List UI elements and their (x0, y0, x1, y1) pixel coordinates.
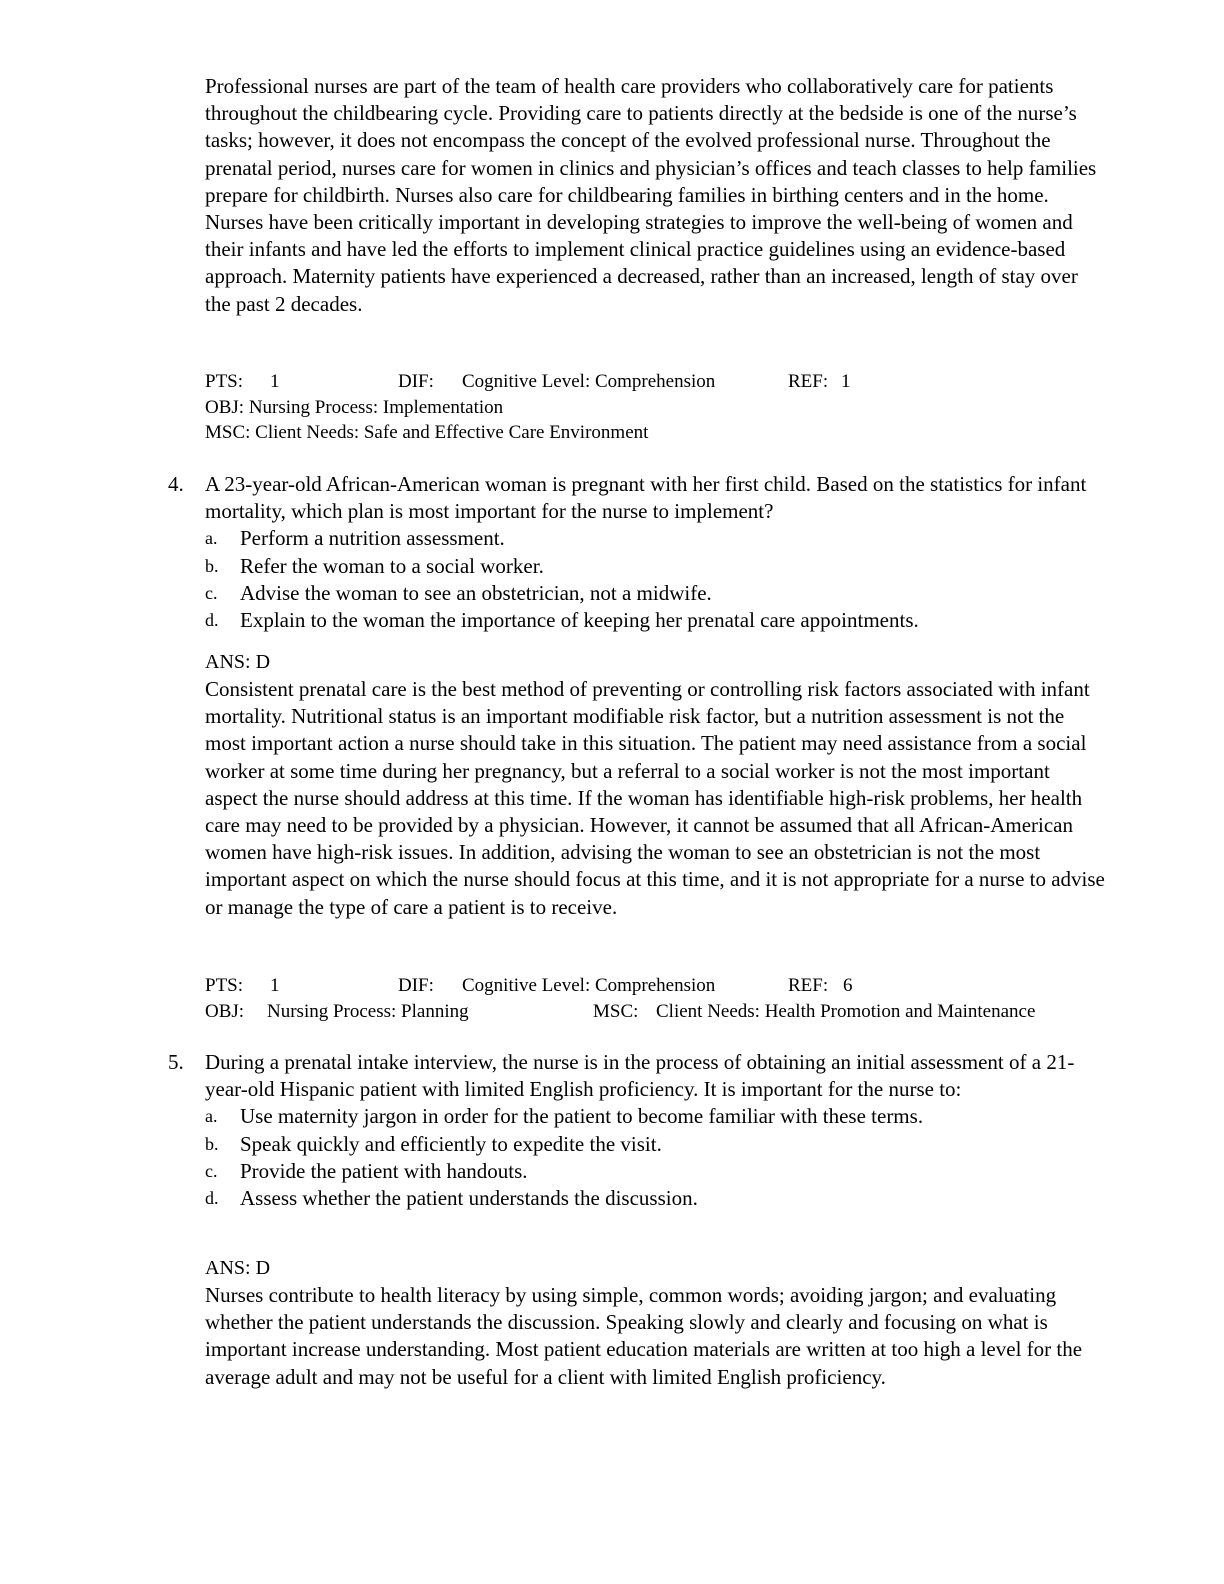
answer-choices (205, 1103, 1108, 1212)
choice-letter: c. (205, 582, 218, 603)
msc-label: MSC: (593, 1000, 639, 1022)
question-number: 4. (168, 472, 184, 496)
obj-label: OBJ: (205, 1000, 245, 1022)
choice-text: Perform a nutrition assessment. (240, 526, 505, 551)
msc-value: Client Needs: Health Promotion and Maintenance (656, 1000, 1036, 1022)
q4-metadata (205, 973, 1105, 1024)
choice-text: Explain to the woman the importance of keeping her prenatal care appointments. (240, 607, 919, 632)
dif-label: DIF: (398, 975, 434, 996)
choice-a (205, 525, 1108, 552)
dif-value: Cognitive Level: Comprehension (462, 975, 716, 996)
ref-value: 1 (841, 371, 851, 392)
choice-text: Speak quickly and efficiently to expedite the visit. (240, 1131, 662, 1156)
question-4 (168, 471, 1108, 634)
q5-answer: ANS: D (205, 1257, 271, 1279)
pts-label: PTS: (205, 371, 244, 392)
ref-label: REF: (788, 975, 829, 996)
choice-b (205, 1131, 1108, 1158)
q4-rationale: Consistent prenatal care is the best method of preventing or controlling risk factors associated with infant mortality. Nutritional status is an important modifiable risk factor, but a nutrition assessment is not the most important action a nurse should take in this situation. The patient may need assistance from a social worker at some time during her pregnancy, but a referral to a social worker is not the most important aspect the nurse should address at this time. If the woman has identifiable high-risk problems, her health care may need to be provided by a physician. However, it cannot be assumed that all African-American women have high-risk issues. In addition, advising the woman to see an obstetrician is not the most important aspect on which the nurse should focus at this time, and it is not appropriate for a nurse to advise or manage the type of care a patient is to receive. (205, 677, 1105, 919)
choice-c (205, 1158, 1108, 1185)
choice-d (205, 607, 1108, 634)
ref-value: 6 (843, 975, 853, 996)
choice-c (205, 580, 1108, 607)
question-stem: During a prenatal intake interview, the nurse is in the process of obtaining an initial assessment of a 21-year-old Hispanic patient with limited English proficiency. It is important for the nurse to: (205, 1050, 1075, 1102)
obj-line: OBJ: Nursing Process: Implementation (205, 396, 504, 418)
choice-text: Advise the woman to see an obstetrician, not a midwife. (240, 580, 712, 605)
question-stem: A 23-year-old African-American woman is pregnant with her first child. Based on the statistics for infant mortality, which plan is most important for the nurse to implement? (205, 472, 1087, 524)
question-number: 5. (168, 1050, 184, 1074)
choice-b (205, 553, 1108, 580)
choice-letter: d. (205, 1187, 219, 1208)
pts-label: PTS: (205, 975, 244, 996)
q3-rationale: Professional nurses are part of the team of health care providers who collaboratively care for patients throughout the childbearing cycle. Providing care to patients directly at the bedside is one of the nurse’s tasks; however, it does not encompass the concept of the evolved professional nurse. Throughout the prenatal period, nurses care for women in clinics and physician’s offices and teach classes to help families prepare for childbirth. Nurses also care for childbearing families in birthing centers and in the home. Nurses have been critically important in developing strategies to improve the well-being of women and their infants and have led the efforts to implement clinical practice guidelines using an evidence-based approach. Maternity patients have experienced a decreased, rather than an increased, length of stay over the past 2 decades. (205, 74, 1097, 316)
choice-letter: d. (205, 609, 219, 630)
choice-text: Provide the patient with handouts. (240, 1158, 528, 1183)
choice-letter: b. (205, 555, 219, 576)
dif-value: Cognitive Level: Comprehension (462, 371, 716, 392)
choice-text: Use maternity jargon in order for the patient to become familiar with these terms. (240, 1104, 924, 1129)
msc-line: MSC: Client Needs: Safe and Effective Care Environment (205, 422, 649, 443)
q4-answer: ANS: D (205, 651, 271, 673)
ref-label: REF: (788, 371, 829, 392)
q3-metadata (205, 369, 1105, 446)
choice-letter: a. (205, 528, 218, 549)
dif-label: DIF: (398, 371, 434, 392)
choice-a (205, 1103, 1108, 1130)
choice-letter: a. (205, 1106, 218, 1127)
q5-rationale: Nurses contribute to health literacy by using simple, common words; avoiding jargon; and evaluating whether the patient understands the discussion. Speaking slowly and clearly and focusing on what is important increase understanding. Most patient education materials are written at too high a level for the average adult and may not be useful for a client with limited English proficiency. (205, 1283, 1083, 1389)
choice-d (205, 1185, 1108, 1212)
pts-value: 1 (270, 975, 280, 996)
question-5 (168, 1049, 1108, 1212)
choice-letter: b. (205, 1133, 219, 1154)
choice-text: Refer the woman to a social worker. (240, 553, 544, 578)
obj-value: Nursing Process: Planning (267, 1000, 469, 1022)
choice-letter: c. (205, 1160, 218, 1181)
choice-text: Assess whether the patient understands the discussion. (240, 1185, 698, 1210)
pts-value: 1 (270, 371, 280, 392)
answer-choices (205, 525, 1108, 634)
